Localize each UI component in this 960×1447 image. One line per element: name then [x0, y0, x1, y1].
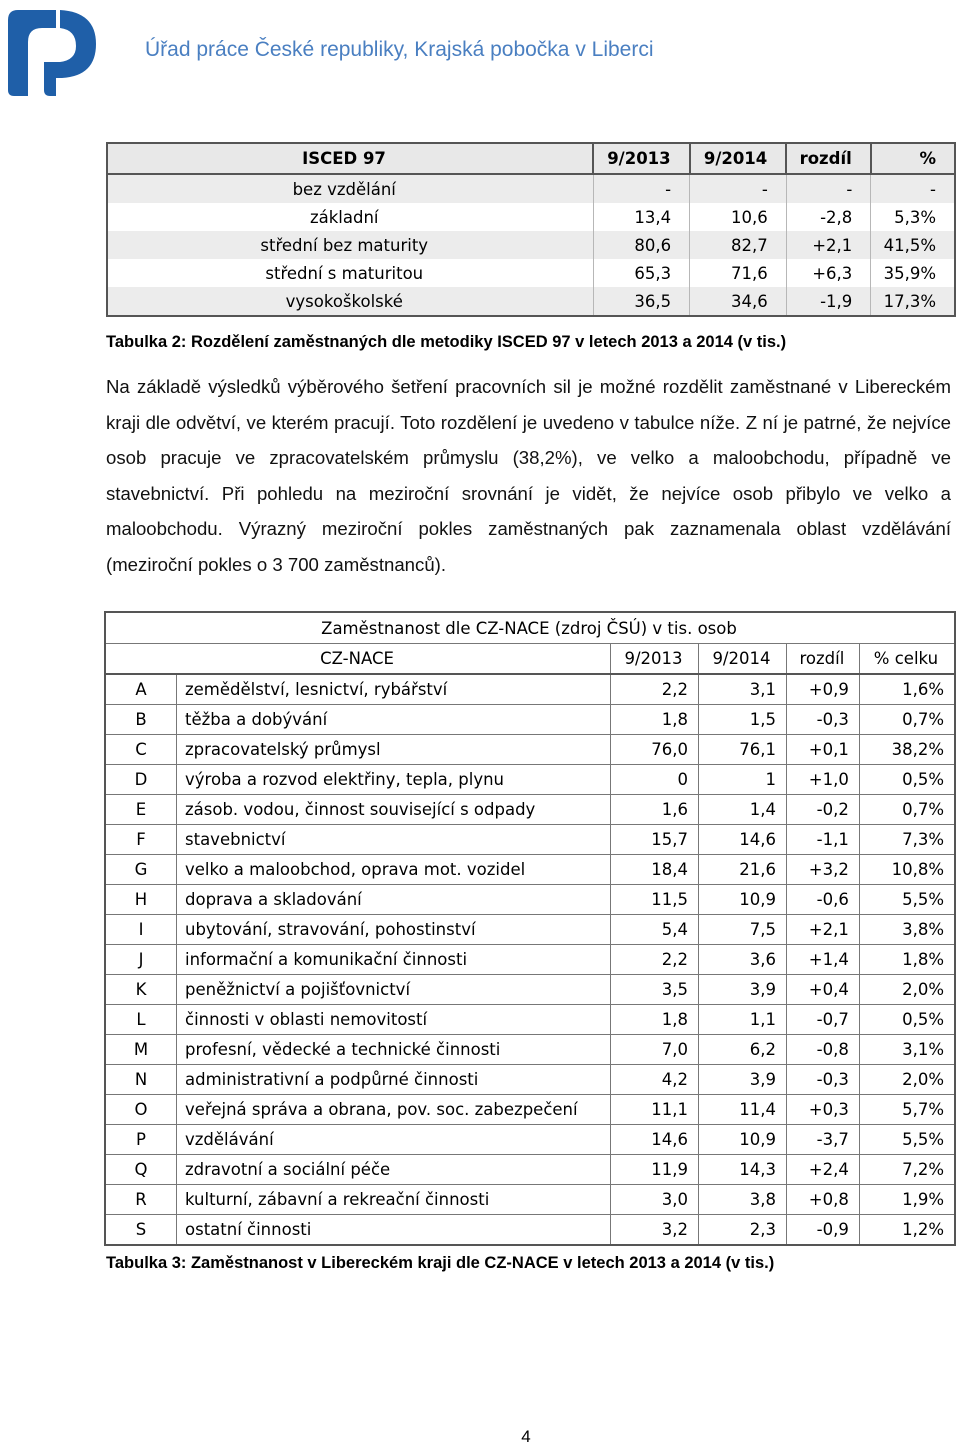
- table-title: Zaměstnanost dle CZ-NACE (zdroj ČSÚ) v tis. osob: [105, 612, 955, 644]
- table-cell: 3,8%: [859, 915, 955, 945]
- table-row: [105, 795, 955, 825]
- table-cell: 11,9: [611, 1155, 699, 1185]
- table-cell: -1,9: [786, 287, 871, 316]
- page-header-title: Úřad práce České republiky, Krajská pobočka v Liberci: [145, 38, 654, 61]
- table-cell: 76,0: [611, 735, 699, 765]
- table-cell: 1,8%: [859, 945, 955, 975]
- table-cell: 1: [698, 765, 786, 795]
- table-header-row: [107, 143, 955, 174]
- table-cell: -2,8: [786, 203, 871, 231]
- column-header: ISCED 97: [107, 143, 593, 174]
- table-cell: 3,1%: [859, 1035, 955, 1065]
- table-row: [107, 203, 955, 231]
- table-cell: 1,1: [698, 1005, 786, 1035]
- column-header: %: [871, 143, 955, 174]
- table-cell: 65,3: [593, 259, 690, 287]
- table-cell: 71,6: [690, 259, 787, 287]
- table-row: [105, 945, 955, 975]
- table-cell: +0,3: [786, 1095, 859, 1125]
- table-caption: Tabulka 2: Rozdělení zaměstnaných dle metodiky ISCED 97 v letech 2013 a 2014 (v tis.): [106, 333, 787, 351]
- table-cell: -: [690, 174, 787, 203]
- column-header: rozdíl: [786, 644, 859, 675]
- table-cell: 0: [611, 765, 699, 795]
- table-cell: 3,6: [698, 945, 786, 975]
- table-cell: 1,2%: [859, 1215, 955, 1246]
- table-cell: -1,1: [786, 825, 859, 855]
- table-row: [105, 1065, 955, 1095]
- table-cell: 5,7%: [859, 1095, 955, 1125]
- table-cell: O: [105, 1095, 177, 1125]
- table-cell: 1,5: [698, 705, 786, 735]
- table-cell: -3,7: [786, 1125, 859, 1155]
- table-title-row: [105, 612, 955, 644]
- table-cell: 21,6: [698, 855, 786, 885]
- table-cell: 13,4: [593, 203, 690, 231]
- table-row: [105, 1155, 955, 1185]
- table-cell: 0,7%: [859, 795, 955, 825]
- table-cell: zásob. vodou, činnost související s odpady: [177, 795, 611, 825]
- table-row: [105, 885, 955, 915]
- table-cell: peněžnictví a pojišťovnictví: [177, 975, 611, 1005]
- table-cell: 5,3%: [871, 203, 955, 231]
- table-cell: doprava a skladování: [177, 885, 611, 915]
- table-caption: Tabulka 3: Zaměstnanost v Libereckém kraji dle CZ-NACE v letech 2013 a 2014 (v tis.): [106, 1254, 775, 1272]
- table-cell: 3,9: [698, 975, 786, 1005]
- column-header: 9/2014: [690, 143, 787, 174]
- cz-nace-table: [104, 611, 956, 1246]
- table-cell: +6,3: [786, 259, 871, 287]
- table-row: [107, 287, 955, 316]
- table-row: [105, 975, 955, 1005]
- table-cell: -: [871, 174, 955, 203]
- table-cell: 82,7: [690, 231, 787, 259]
- table-cell: R: [105, 1185, 177, 1215]
- table-cell: -0,9: [786, 1215, 859, 1246]
- table-cell: +0,1: [786, 735, 859, 765]
- table-cell: K: [105, 975, 177, 1005]
- table-cell: A: [105, 674, 177, 705]
- table-cell: střední bez maturity: [107, 231, 593, 259]
- table-row: [107, 174, 955, 203]
- table-cell: vysokoškolské: [107, 287, 593, 316]
- table-row: [105, 915, 955, 945]
- table-cell: ubytování, stravování, pohostinství: [177, 915, 611, 945]
- table-cell: 3,9: [698, 1065, 786, 1095]
- table-cell: velko a maloobchod, oprava mot. vozidel: [177, 855, 611, 885]
- table-cell: 76,1: [698, 735, 786, 765]
- table-cell: +2,4: [786, 1155, 859, 1185]
- table-cell: +2,1: [786, 231, 871, 259]
- table-cell: 10,6: [690, 203, 787, 231]
- table-cell: 7,2%: [859, 1155, 955, 1185]
- table-cell: 2,2: [611, 945, 699, 975]
- table-cell: 11,5: [611, 885, 699, 915]
- table-cell: F: [105, 825, 177, 855]
- up-logo-icon: [4, 2, 100, 98]
- table-cell: administrativní a podpůrné činnosti: [177, 1065, 611, 1095]
- table-cell: Q: [105, 1155, 177, 1185]
- table-cell: 1,8: [611, 1005, 699, 1035]
- table-cell: kulturní, zábavní a rekreační činnosti: [177, 1185, 611, 1215]
- table-cell: 1,4: [698, 795, 786, 825]
- table-cell: 17,3%: [871, 287, 955, 316]
- column-header: 9/2013: [611, 644, 699, 675]
- table-cell: 14,6: [698, 825, 786, 855]
- table-cell: veřejná správa a obrana, pov. soc. zabezpečení: [177, 1095, 611, 1125]
- table-cell: 14,6: [611, 1125, 699, 1155]
- table-row: [105, 1035, 955, 1065]
- table-cell: zdravotní a sociální péče: [177, 1155, 611, 1185]
- table-cell: +0,4: [786, 975, 859, 1005]
- table-cell: 5,5%: [859, 885, 955, 915]
- table-row: [107, 231, 955, 259]
- table-cell: -: [786, 174, 871, 203]
- table-cell: -: [593, 174, 690, 203]
- table-cell: 1,8: [611, 705, 699, 735]
- table-cell: činnosti v oblasti nemovitostí: [177, 1005, 611, 1035]
- table-cell: B: [105, 705, 177, 735]
- table-cell: stavebnictví: [177, 825, 611, 855]
- table-cell: 1,6: [611, 795, 699, 825]
- table-cell: H: [105, 885, 177, 915]
- table-cell: 36,5: [593, 287, 690, 316]
- table-cell: +0,9: [786, 674, 859, 705]
- table-row: [105, 705, 955, 735]
- table-cell: 4,2: [611, 1065, 699, 1095]
- table-cell: +3,2: [786, 855, 859, 885]
- table-cell: 5,4: [611, 915, 699, 945]
- column-header: % celku: [859, 644, 955, 675]
- table-row: [105, 735, 955, 765]
- table-cell: vzdělávání: [177, 1125, 611, 1155]
- isced-table: [106, 142, 956, 317]
- page-number: 4: [521, 1427, 531, 1446]
- table-cell: +2,1: [786, 915, 859, 945]
- table-cell: 18,4: [611, 855, 699, 885]
- table-row: [105, 1095, 955, 1125]
- table-cell: G: [105, 855, 177, 885]
- table-cell: 15,7: [611, 825, 699, 855]
- table-row: [105, 1185, 955, 1215]
- table-row: [105, 1005, 955, 1035]
- table-cell: -0,3: [786, 1065, 859, 1095]
- table-row: [105, 1125, 955, 1155]
- table-cell: 10,8%: [859, 855, 955, 885]
- table-cell: 7,0: [611, 1035, 699, 1065]
- table-cell: -0,7: [786, 1005, 859, 1035]
- table-cell: 2,0%: [859, 975, 955, 1005]
- table-cell: 11,1: [611, 1095, 699, 1125]
- table-cell: zpracovatelský průmysl: [177, 735, 611, 765]
- table-cell: N: [105, 1065, 177, 1095]
- table-cell: L: [105, 1005, 177, 1035]
- table-cell: 7,3%: [859, 825, 955, 855]
- table-cell: ostatní činnosti: [177, 1215, 611, 1246]
- table-cell: 35,9%: [871, 259, 955, 287]
- table-cell: E: [105, 795, 177, 825]
- table-cell: 0,7%: [859, 705, 955, 735]
- table-cell: 0,5%: [859, 765, 955, 795]
- table-cell: 3,8: [698, 1185, 786, 1215]
- table-cell: -0,2: [786, 795, 859, 825]
- table-cell: základní: [107, 203, 593, 231]
- column-header: CZ-NACE: [105, 644, 611, 675]
- table-cell: 41,5%: [871, 231, 955, 259]
- body-paragraph: Na základě výsledků výběrového šetření pracovních sil je možné rozdělit zaměstnané v Libereckém kraji dle odvětví, ve kterém pracují. Toto rozdělení je uvedeno v tabulce níže. Z ní je patrné, že nejvíce osob pracuje ve zpracovatelském průmyslu (38,2%), ve velko a maloobchodu, případně ve stavebnictví. Při pohledu na meziroční srovnání je vidět, že nejvíce osob přibylo ve velko a maloobchodu. Výrazný meziroční pokles zaměstnaných pak zaznamenala oblast vzdělávání (meziroční pokles o 3 700 zaměstnanců).: [106, 376, 951, 575]
- table-cell: těžba a dobývání: [177, 705, 611, 735]
- table-row: [105, 674, 955, 705]
- table-cell: 2,3: [698, 1215, 786, 1246]
- column-header: rozdíl: [786, 143, 871, 174]
- table-cell: profesní, vědecké a technické činnosti: [177, 1035, 611, 1065]
- table-cell: 3,0: [611, 1185, 699, 1215]
- table-row: [105, 825, 955, 855]
- table-cell: střední s maturitou: [107, 259, 593, 287]
- table-row: [107, 259, 955, 287]
- table-cell: P: [105, 1125, 177, 1155]
- table-cell: 1,9%: [859, 1185, 955, 1215]
- table-cell: 10,9: [698, 885, 786, 915]
- table-cell: 11,4: [698, 1095, 786, 1125]
- table-cell: výroba a rozvod elektřiny, tepla, plynu: [177, 765, 611, 795]
- table-cell: 10,9: [698, 1125, 786, 1155]
- table-cell: -0,6: [786, 885, 859, 915]
- table-row: [105, 855, 955, 885]
- table-cell: 14,3: [698, 1155, 786, 1185]
- column-header: 9/2014: [698, 644, 786, 675]
- table-header-row: [105, 644, 955, 675]
- table-cell: M: [105, 1035, 177, 1065]
- table-cell: 2,0%: [859, 1065, 955, 1095]
- table-cell: +0,8: [786, 1185, 859, 1215]
- table-cell: 2,2: [611, 674, 699, 705]
- table-row: [105, 1215, 955, 1246]
- table-cell: -0,3: [786, 705, 859, 735]
- table-cell: S: [105, 1215, 177, 1246]
- table-cell: 3,1: [698, 674, 786, 705]
- table-cell: bez vzdělání: [107, 174, 593, 203]
- table-row: [105, 765, 955, 795]
- table-cell: 34,6: [690, 287, 787, 316]
- table-cell: 80,6: [593, 231, 690, 259]
- table-cell: 38,2%: [859, 735, 955, 765]
- table-cell: 5,5%: [859, 1125, 955, 1155]
- table-cell: 3,2: [611, 1215, 699, 1246]
- table-cell: +1,4: [786, 945, 859, 975]
- table-cell: 1,6%: [859, 674, 955, 705]
- column-header: 9/2013: [593, 143, 690, 174]
- table-cell: C: [105, 735, 177, 765]
- table-cell: 6,2: [698, 1035, 786, 1065]
- table-cell: zemědělství, lesnictví, rybářství: [177, 674, 611, 705]
- table-cell: 0,5%: [859, 1005, 955, 1035]
- table-cell: D: [105, 765, 177, 795]
- table-cell: 3,5: [611, 975, 699, 1005]
- table-cell: 7,5: [698, 915, 786, 945]
- table-cell: J: [105, 945, 177, 975]
- table-cell: +1,0: [786, 765, 859, 795]
- table-cell: I: [105, 915, 177, 945]
- table-cell: informační a komunikační činnosti: [177, 945, 611, 975]
- table-cell: -0,8: [786, 1035, 859, 1065]
